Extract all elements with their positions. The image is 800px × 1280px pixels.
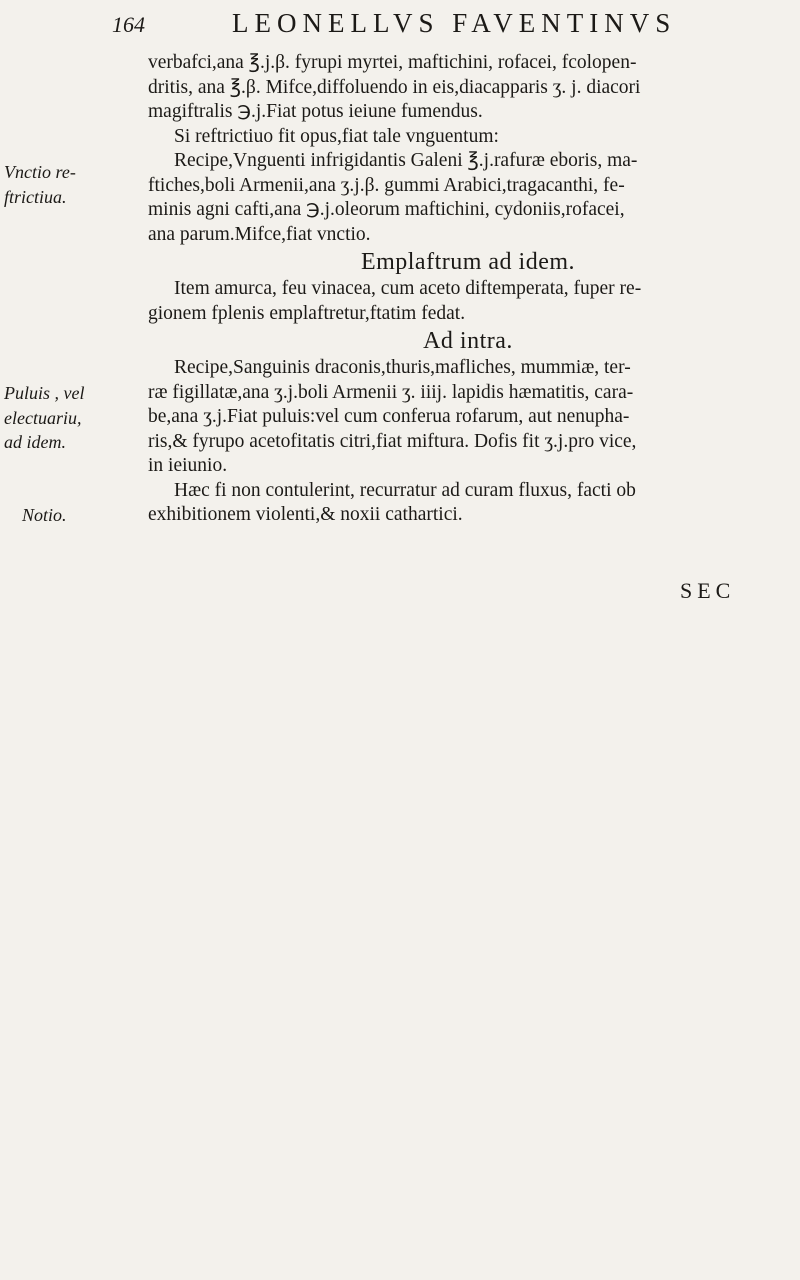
text-line: gionem fplenis emplaftretur,ftatim fedat.: [148, 302, 466, 324]
text-line: Recipe,Vnguenti infrigidantis Galeni ℥.j.rafuræ eboris, ma-: [174, 150, 638, 171]
text-line: Item amurca, feu vinacea, cum aceto diftemperata, fuper re-: [174, 278, 642, 299]
text-line: Si reftrictiuo fit opus,fiat tale vnguentum:: [174, 125, 499, 147]
margin-note-line: ftrictiua.: [4, 186, 67, 207]
margin-note-line: Puluis , vel: [4, 383, 85, 403]
catchword: SEC: [680, 578, 736, 603]
text-line: verbafci,ana ℥.j.β. fyrupi myrtei, maftichini, rofacei, fcolopen-: [148, 52, 637, 73]
margin-note-notio: [22, 503, 162, 528]
section-heading: Ad intra.: [423, 328, 513, 354]
text-line: in ieiunio.: [148, 455, 228, 476]
main-text: [148, 51, 788, 528]
margin-note-line: Vnctio re-: [4, 162, 76, 182]
text-line: Hæc fi non contulerint, recurratur ad curam fluxus, facti ob: [174, 479, 636, 501]
text-line: dritis, ana ℥.β. Mifce,diffoluendo in eis,diacapparis ʒ. j. diacori: [148, 76, 641, 98]
text-line: magiftralis ℈.j.Fiat potus ieiune fumendus.: [148, 101, 483, 122]
text-line: minis agni cafti,ana ℈.j.oleorum maftichini, cydoniis,rofacei,: [148, 199, 625, 220]
text-line: ræ figillatæ,ana ʒ.j.boli Armenii ʒ. iiij. lapidis hæmatitis, cara-: [148, 381, 634, 403]
margin-note-unction: [4, 160, 144, 209]
text-line: be,ana ʒ.j.Fiat puluis:vel cum conferua rofarum, aut nenupha-: [148, 406, 630, 427]
page-header: [0, 8, 800, 42]
text-line: ftiches,boli Armenii,ana ʒ.j.β. gummi Arabici,tragacanthi, fe-: [148, 174, 625, 196]
text-line: exhibitionem violenti,& noxii cathartici.: [148, 504, 463, 525]
margin-note-line: electuariu,: [4, 407, 82, 428]
margin-note-line: Notio.: [22, 505, 67, 525]
text-line: Recipe,Sanguinis draconis,thuris,mafliches, mummiæ, ter-: [174, 357, 631, 378]
text-line: ana parum.Mifce,fiat vnctio.: [148, 223, 371, 245]
margin-note-line: ad idem.: [4, 432, 66, 452]
page-number: 164: [112, 12, 145, 37]
running-head: LEONELLVS FAVENTINVS: [232, 8, 677, 38]
text-line: ris,& fyrupo acetofitatis citri,fiat miftura. Dofis fit ʒ.j.pro vice,: [148, 430, 637, 452]
margin-note-powder: [4, 381, 144, 455]
section-heading: Emplaftrum ad idem.: [360, 249, 576, 275]
